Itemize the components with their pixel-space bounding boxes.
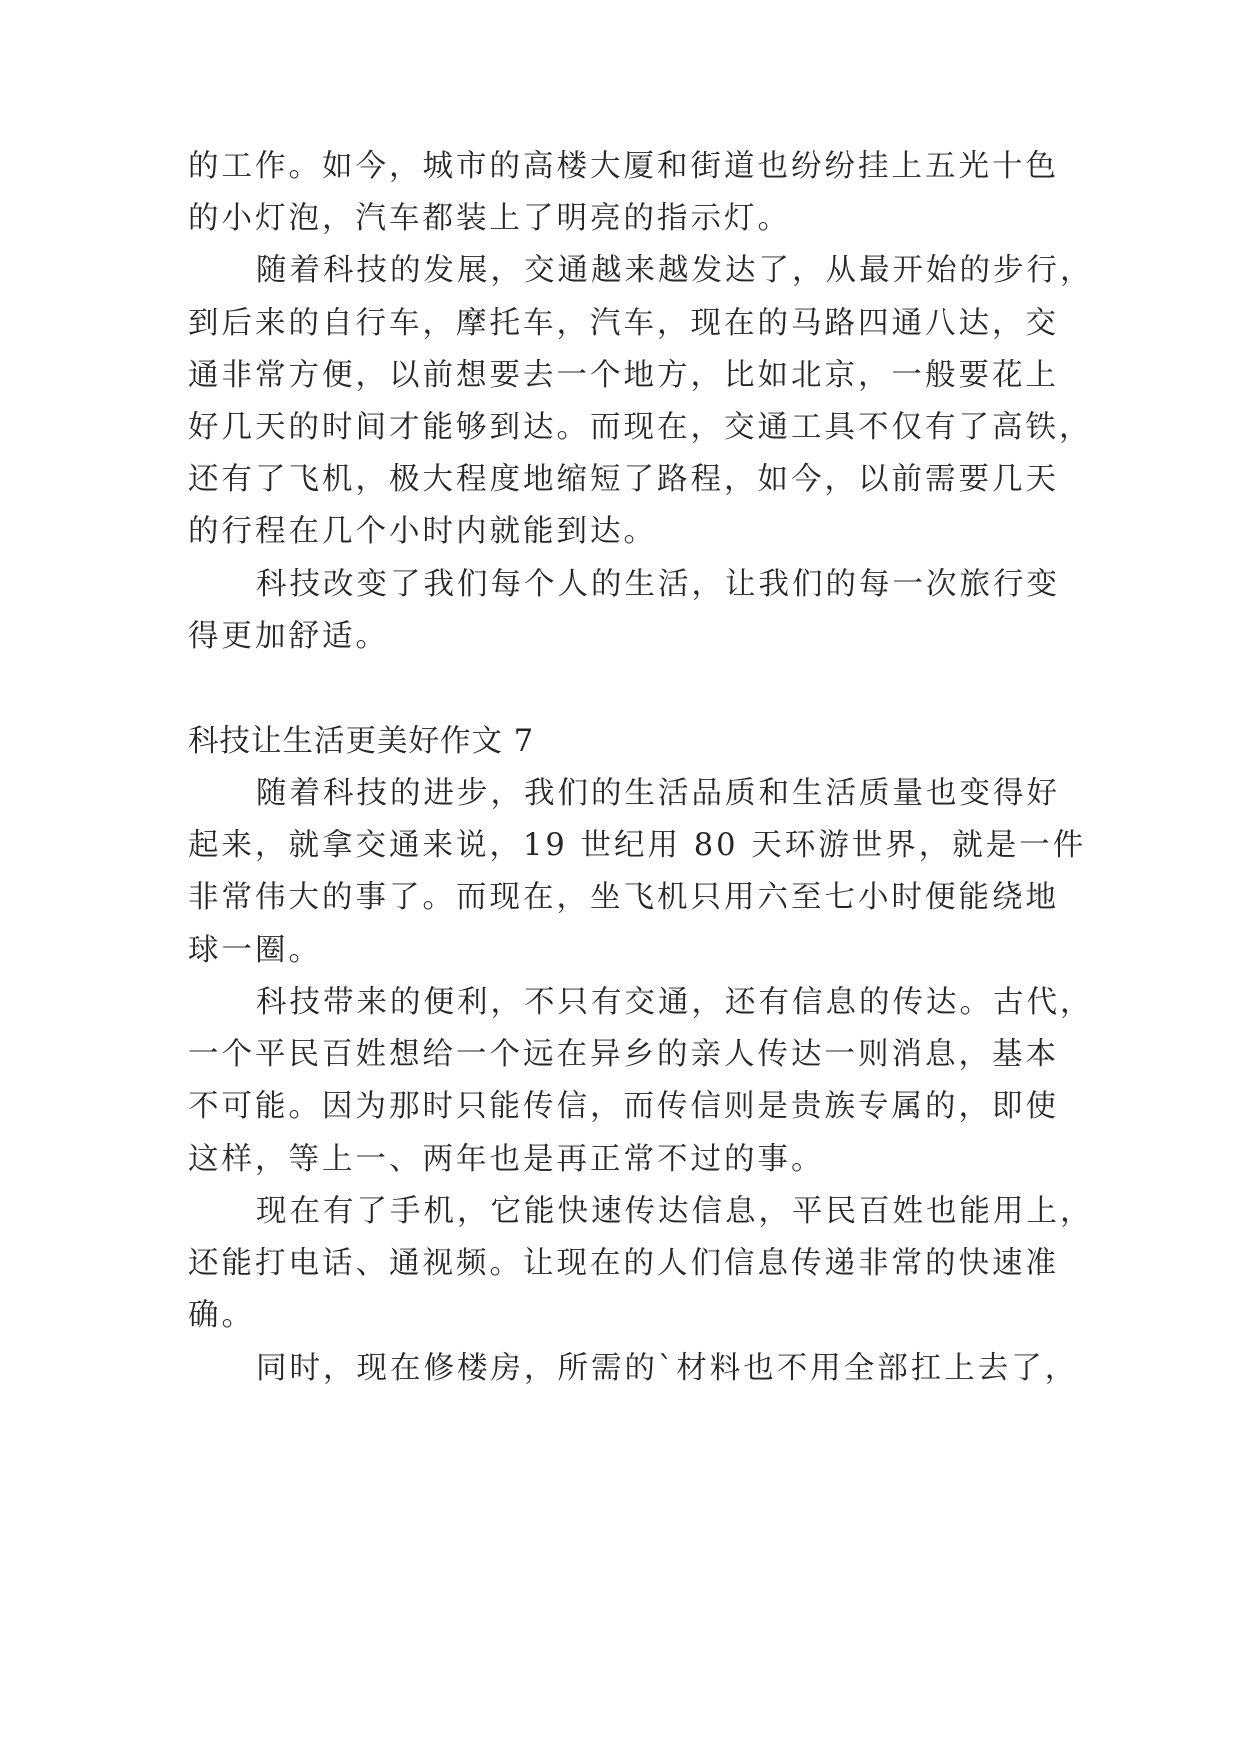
paragraph-line: 现在有了手机，它能快速传达信息，平民百姓也能用上， [256, 1194, 1094, 1229]
paragraph-line: 的工作。如今，城市的高楼大厦和街道也纷纷挂上五光十色 [188, 149, 1059, 184]
paragraph-line: 随着科技的进步，我们的生活品质和生活质量也变得好 [256, 776, 1060, 811]
paragraph-line: 非常伟大的事了。而现在，坐飞机只用六至七小时便能绕地 [188, 880, 1059, 915]
paragraph-line: 球一圈。 [188, 933, 322, 968]
paragraph-line: 一个平民百姓想给一个远在异乡的亲人传达一则消息，基本 [188, 1037, 1059, 1072]
paragraph-line: 好几天的时间才能够到达。而现在，交通工具不仅有了高铁， [188, 410, 1093, 445]
paragraph-line: 确。 [188, 1298, 255, 1333]
paragraph-line: 这样，等上一、两年也是再正常不过的事。 [188, 1142, 825, 1177]
paragraph-line: 随着科技的发展，交通越来越发达了，从最开始的步行， [256, 253, 1094, 288]
paragraph-line: 起来，就拿交通来说，19 世纪用 80 天环游世界，就是一件 [188, 828, 1087, 863]
paragraph-line: 得更加舒适。 [188, 619, 389, 654]
paragraph-line: 同时，现在修楼房，所需的`材料也不用全部扛上去了， [256, 1351, 1079, 1386]
paragraph-line: 还能打电话、通视频。让现在的人们信息传递非常的快速准 [188, 1246, 1059, 1281]
paragraph-line: 通非常方便，以前想要去一个地方，比如北京，一般要花上 [188, 358, 1059, 393]
section-heading: 科技让生活更美好作文 7 [188, 724, 535, 759]
paragraph-line: 的小灯泡，汽车都装上了明亮的指示灯。 [188, 201, 791, 236]
paragraph-line: 的行程在几个小时内就能到达。 [188, 514, 657, 549]
paragraph-line: 科技改变了我们每个人的生活，让我们的每一次旅行变 [256, 567, 1060, 602]
paragraph-line: 到后来的自行车，摩托车，汽车，现在的马路四通八达，交 [188, 306, 1059, 341]
paragraph-line: 还有了飞机，极大程度地缩短了路程，如今，以前需要几天 [188, 462, 1059, 497]
paragraph-line: 科技带来的便利，不只有交通，还有信息的传达。古代， [256, 985, 1094, 1020]
paragraph-line: 不可能。因为那时只能传信，而传信则是贵族专属的，即使 [188, 1089, 1059, 1124]
